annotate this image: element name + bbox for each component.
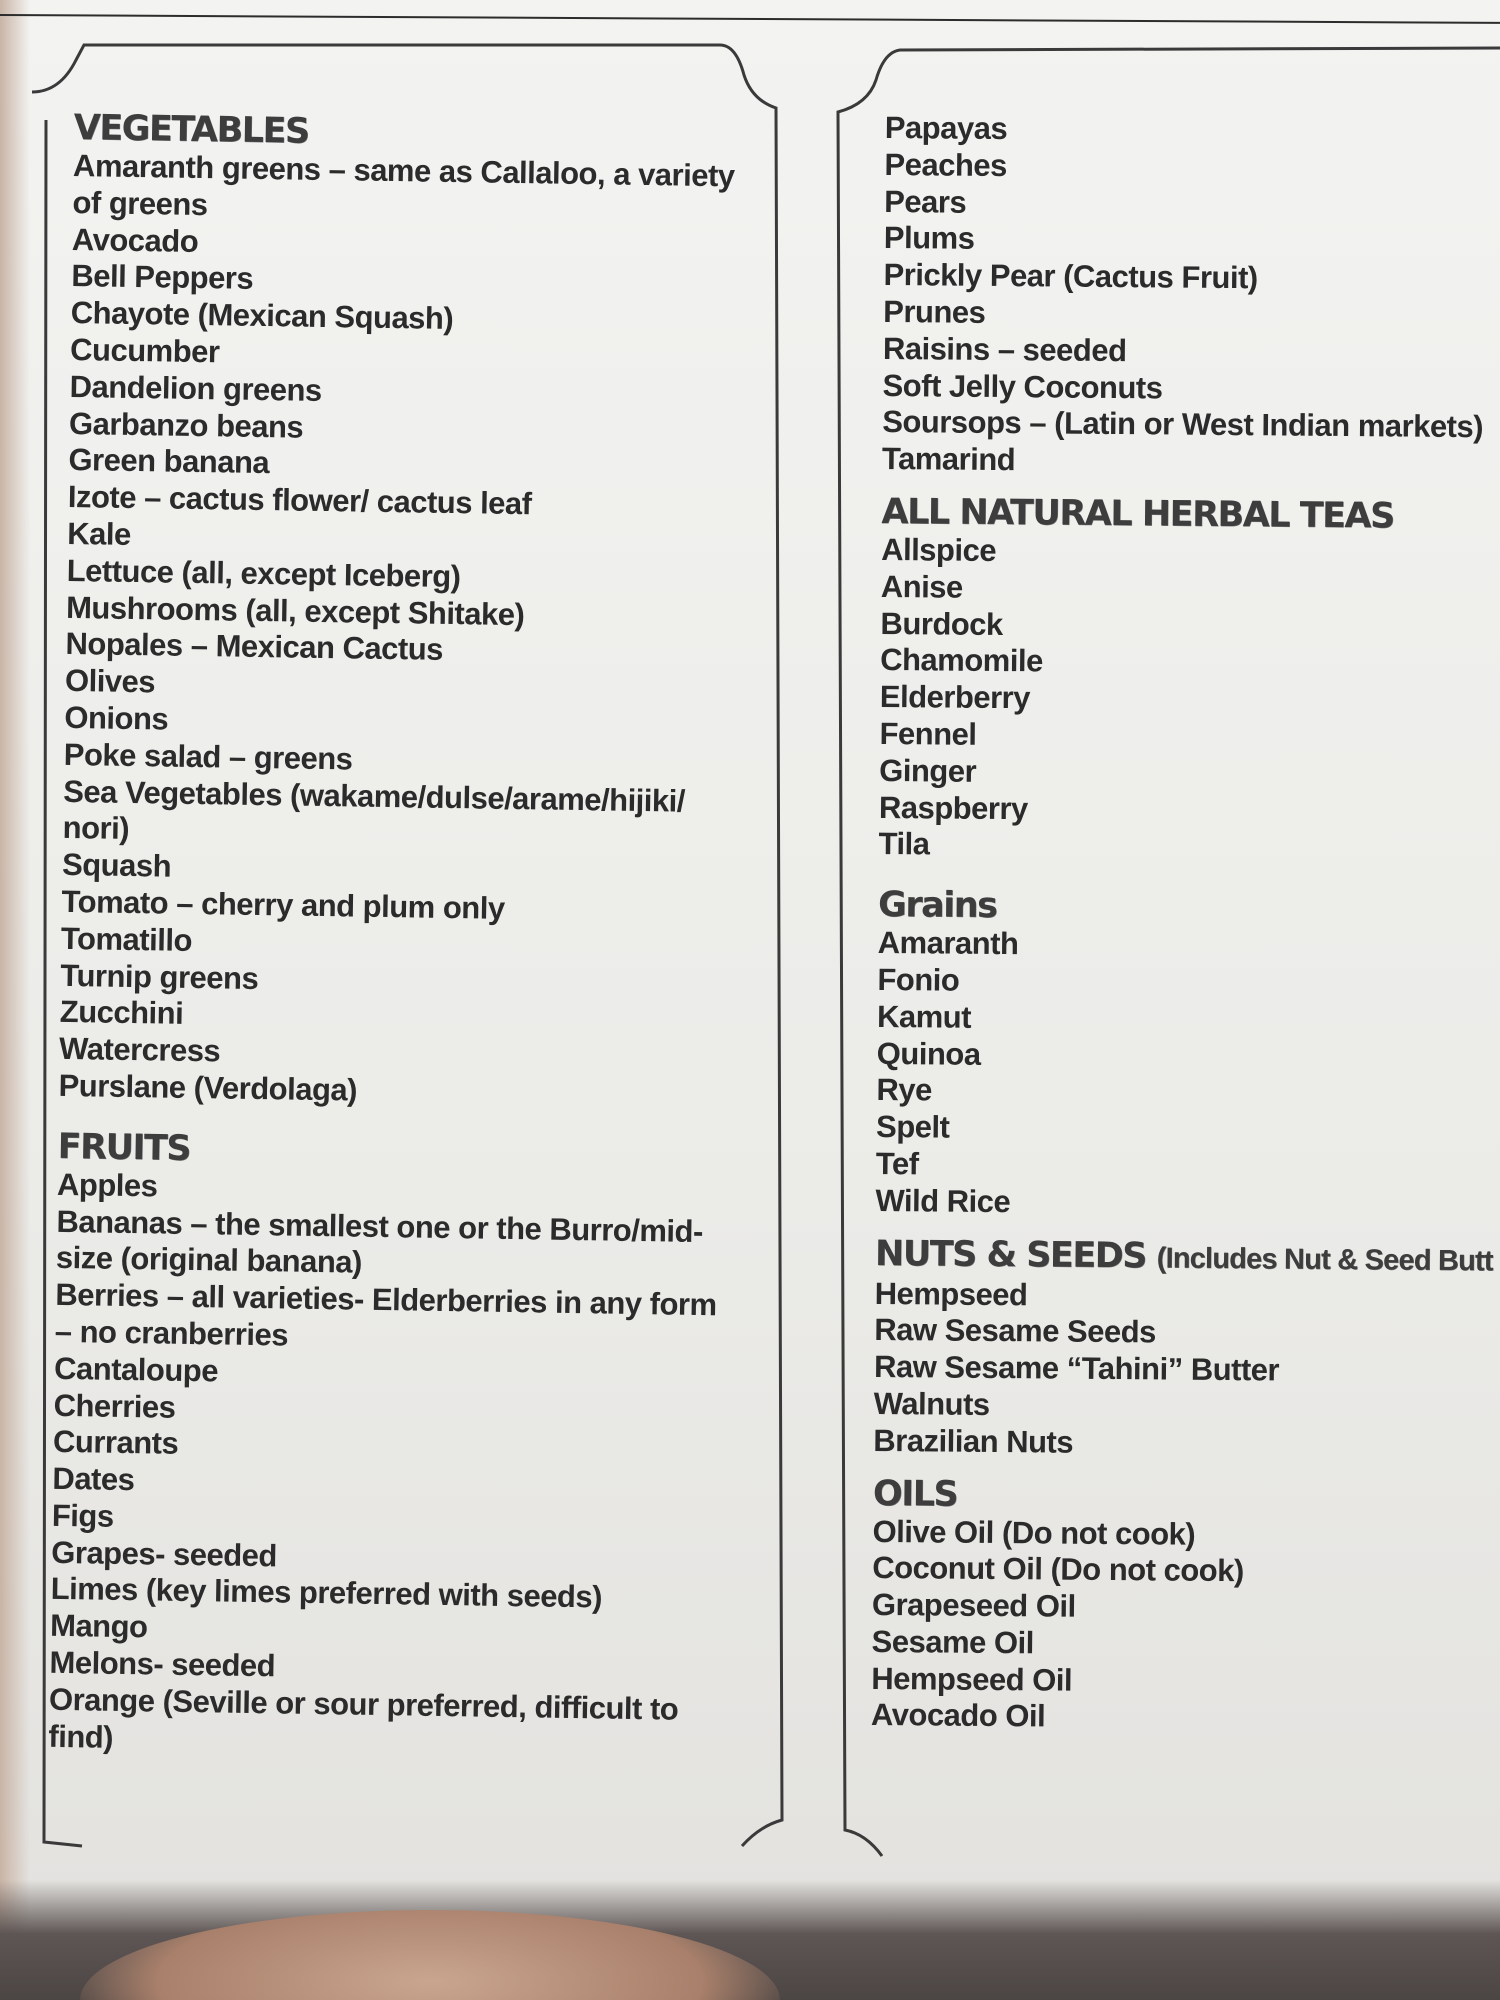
oils-list [871,1513,1493,1739]
list-item: Chamomile [880,642,1043,679]
list-item: Cucumber [69,331,220,370]
list-item: Sea Vegetables (wakame/dulse/arame/hijiki/ [62,773,686,819]
vegetables-list [58,148,773,1116]
list-item: Izote – cactus flower/ cactus leaf [67,479,532,522]
list-item: Rye [876,1072,932,1108]
nuts-seeds-list [873,1275,1495,1464]
list-item: Peaches [884,146,1008,183]
list-item: Purslane (Verdolaga) [58,1067,358,1108]
list-item: Hempseed Oil [871,1660,1073,1698]
list-item: Tomato – cherry and plum only [61,883,505,926]
herbal-teas-list [878,532,1500,869]
list-item: Dandelion greens [69,368,322,408]
oils-heading: OILS [872,1473,958,1515]
list-item: Pears [884,183,967,220]
list-item: Mushrooms (all, except Shitake) [65,589,525,632]
list-item: Brazilian Nuts [873,1422,1074,1460]
list-item: Bell Peppers [71,258,254,297]
list-item: Tila [878,826,930,862]
list-item: Fonio [877,961,960,998]
list-item: Poke salad – greens [63,736,353,777]
list-item: Plums [883,220,975,257]
list-item: Figs [51,1497,114,1534]
list-item: Anise [880,568,963,605]
list-item: Tomatillo [60,920,193,958]
list-item: Grapeseed Oil [871,1587,1076,1624]
list-item: Fennel [879,715,977,752]
list-item: – no cranberries [54,1313,289,1353]
list-item: of greens [72,184,208,222]
list-item: Wild Rice [875,1182,1011,1219]
fruits-heading: FRUITS [57,1126,191,1169]
grains-list [875,925,1498,1225]
list-item: Amaranth greens – same as Callaloo, a variety [72,147,735,194]
list-item: size (original banana) [55,1240,363,1280]
list-item: Lettuce (all, except Iceberg) [66,552,461,594]
list-item: Raw Sesame Seeds [874,1312,1157,1350]
list-item: Orange (Seville or sour preferred, difficult to find) [48,1681,679,1755]
nuts-seeds-heading [875,1233,1495,1280]
list-item: Dates [52,1460,135,1498]
list-item: Allspice [881,531,997,568]
list-item: Raspberry [878,789,1028,826]
list-item: Green banana [68,442,270,481]
list-item: Limes (key limes preferred with seeds) [50,1571,603,1615]
list-item: Avocado [71,221,199,259]
list-item: Squash [61,847,172,884]
list-item: Currants [52,1424,179,1462]
list-item: Olives [64,663,156,700]
list-item: Watercress [58,1031,221,1069]
right-column [871,110,1500,1740]
list-item: Ginger [879,752,977,789]
list-item: Spelt [875,1109,950,1145]
list-item: Apples [56,1166,158,1204]
list-item: Raw Sesame “Tahini” Butter [873,1349,1280,1388]
list-item: Soft Jelly Coconuts [882,367,1163,406]
list-item: Coconut Oil (Do not cook) [872,1550,1244,1589]
herbal-teas-heading: ALL NATURAL HERBAL TEAS [881,491,1394,537]
list-item: nori) [62,810,130,847]
list-item: Cherries [53,1387,176,1425]
list-item: Chayote (Mexican Squash) [70,295,454,337]
list-item: Berries – all varieties- Elderberries in any form [55,1276,717,1323]
fruits-list [48,1167,757,1767]
list-item: Bananas – the smallest one or the Burro/mid- [56,1203,704,1249]
list-item: Soursops – (Latin or West Indian markets) [882,404,1484,445]
list-item: Zucchini [59,994,184,1032]
fruits-continued-list [882,110,1500,483]
list-item: Prunes [883,293,986,330]
list-item: Raisins – seeded [882,330,1127,368]
list-item: Mango [49,1608,148,1645]
list-item: Tamarind [881,441,1016,478]
list-item: Onions [64,699,169,737]
list-item: Walnuts [873,1385,990,1422]
list-item: Elderberry [879,679,1031,716]
list-item: Amaranth [877,925,1019,962]
list-item: Melons- seeded [49,1644,276,1684]
list-item: Grapes- seeded [51,1534,278,1574]
left-column [48,108,774,1766]
list-item: Papayas [884,110,1008,147]
nuts-seeds-title: NUTS & SEEDS [874,1233,1147,1276]
list-item: Cantaloupe [53,1350,219,1389]
vegetables-heading: VEGETABLES [73,108,309,152]
list-item: Avocado Oil [870,1697,1046,1734]
list-item: Olive Oil (Do not cook) [872,1513,1196,1552]
list-item: Turnip greens [60,957,259,996]
list-item: Nopales – Mexican Cactus [65,626,444,668]
list-item: Hempseed [874,1275,1028,1312]
list-item: Tef [875,1145,919,1182]
list-item: Prickly Pear (Cactus Fruit) [883,257,1258,296]
list-item: Burdock [880,605,1003,642]
list-item: Sesame Oil [871,1623,1034,1661]
list-item: Garbanzo beans [68,405,304,445]
nuts-seeds-note: (Includes Nut & Seed Butt [1156,1241,1493,1277]
grains-heading: Grains [877,885,997,927]
list-item: Kamut [876,998,972,1035]
list-item: Quinoa [876,1035,981,1072]
list-item: Kale [67,515,132,552]
